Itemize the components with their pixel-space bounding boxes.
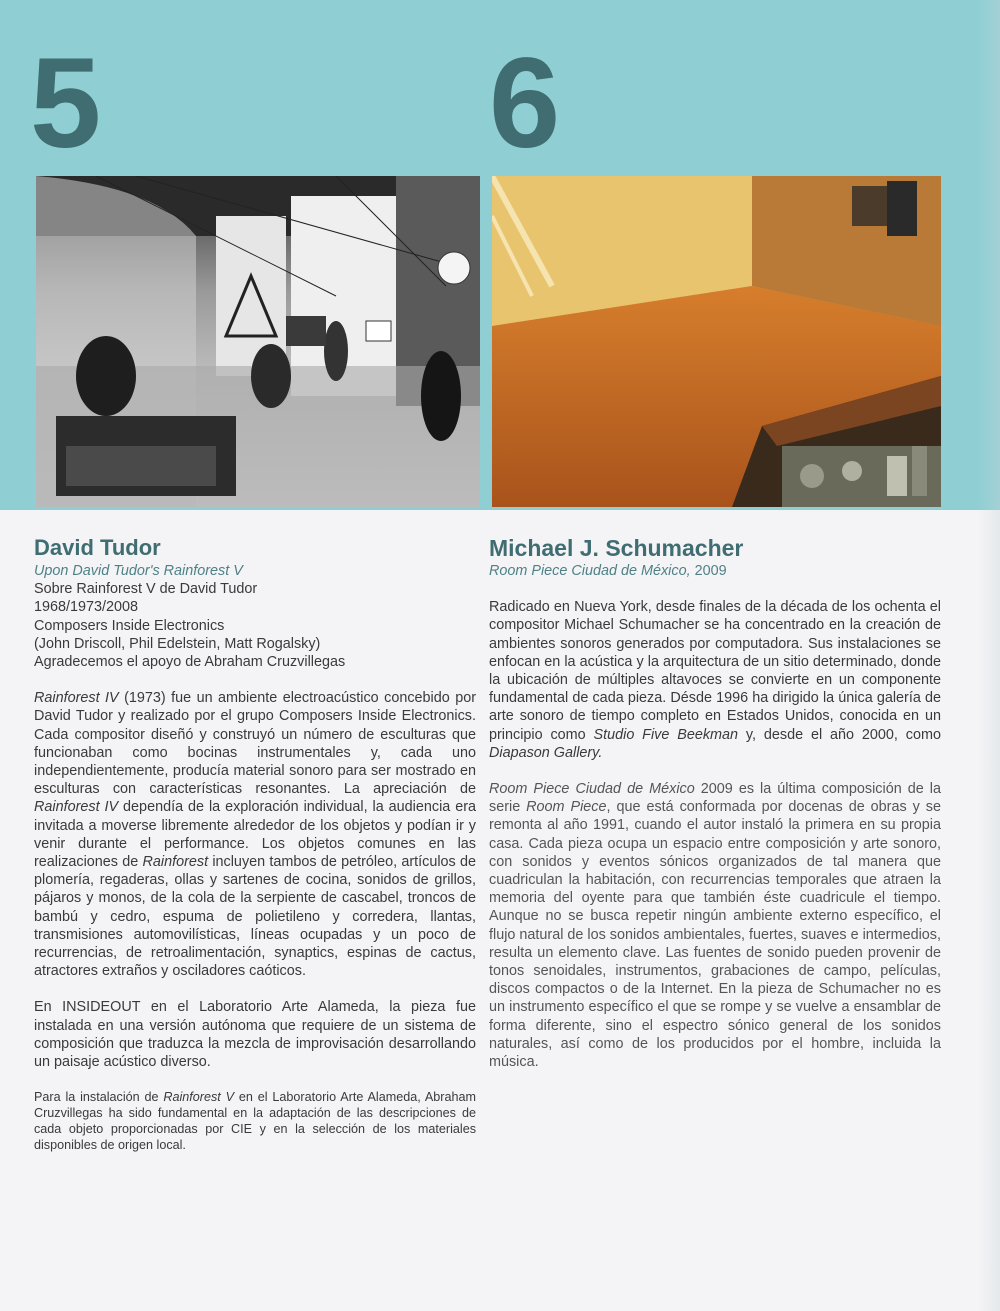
meta-line-3: Composers Inside Electronics bbox=[34, 617, 225, 634]
section-number-5: 5 bbox=[30, 32, 98, 175]
work-description-paragraph: Room Piece Ciudad de México 2009 es la última composición de la serie Room Piece, que está conformada por docenas de obras y se remonta al año 1991, cuando el autor instaló la primera en su propia casa. Cada pieza ocupa un espacio entre composición y arte sonoro, con sonidos y eventos sónicos organizados de tal manera que cuadriculan la habitación, con recurrencias temporales que atraen la memoria del oyente para que también éste cuadricule el tiempo. Aunque no se busca repetir ningún ambiente externo específico, el flujo natural de los sonidos ambientales, fuertes, suaves e intermedios, resulta un elemento clave. Las fuentes de sonido pueden provenir de tonos senoidales, instrumentos, grabaciones de campo, películas, discos compactos o de la Internet. En la pieza de Schumacher no es un instrumento específico el que se rompe y se vuelve a ensamblar de forma diferente, sino el espectro sónico general de los sonidos naturales, así como de los producidos por el hombre, incluida la música. bbox=[489, 781, 941, 1071]
work-subtitle: Upon David Tudor's Rainforest V bbox=[34, 563, 243, 579]
meta-line-2: 1968/1973/2008 bbox=[34, 599, 139, 616]
credits-note: Para la instalación de Rainforest V en el Laboratorio Arte Alameda, Abraham Cruzvillegas ha sido fundamental en la adaptación de las descripciones de cada objeto proporcionadas por CIE y en la selección de los materiales disponibles de origen local. bbox=[34, 1090, 476, 1153]
installation-paragraph: En INSIDEOUT en el Laboratorio Arte Alameda, la pieza fue instalada en una versión autónoma que requiere de un sistema de composición que traduzca la mezcla de improvisación desarrollando un paisaje acústico diverso. bbox=[34, 999, 476, 1071]
david-tudor-section bbox=[34, 536, 476, 1153]
description-paragraph: Rainforest IV (1973) fue un ambiente electroacústico concebido por David Tudor y realizado por el grupo Composers Inside Electronics. Cada compositor diseñó y construyó un número de esculturas que funcionaban como bocinas instrumentales y, cada uno independientemente, producía material sonoro para ser mostrado en esculturas con características resonantes. La apreciación de Rainforest IV dependía de la exploración individual, la audiencia era invitada a moverse libremente alrededor de los objetos y podían ir y venir durante el performance. Los objetos comunes en las realizaciones de Rainforest incluyen tambos de petróleo, artículos de plomería, regaderas, ollas y sartenes de cocina, sonidos de grillos, pájaros y monos, de la cola de la serpiente de cascabel, troncos de bambú y cedro, espuma de polietileno y corredera, llantas, transmisiones automovilísticas, líneas ocupadas y un poco de recurrencias, de retroalimentación, synaptics, espinas de cactus, atractores extraños y osciladores caóticos. bbox=[34, 690, 477, 980]
artist-name: David Tudor bbox=[34, 535, 161, 560]
meta-line-1: Sobre Rainforest V de David Tudor bbox=[34, 581, 258, 598]
meta-line-4: (John Driscoll, Phil Edelstein, Matt Rogalsky) bbox=[34, 635, 321, 652]
michael-schumacher-section bbox=[489, 536, 941, 1089]
work-subtitle: Room Piece Ciudad de México, 2009 bbox=[489, 563, 727, 579]
artist-name: Michael J. Schumacher bbox=[489, 535, 744, 561]
room-piece-photo bbox=[492, 176, 941, 507]
bio-paragraph: Radicado en Nueva York, desde finales de la década de los ochenta el compositor Michael Schumacher se ha concentrado en la creación de ambientes sonoros generados por computadora. Sus instalaciones se enfocan en la acústica y la arquitectura de un sitio determinado, donde la ubicación de múltiples altavoces se convierte en un componente fundamental de cada pieza. Désde 1996 ha dirigido la única galería de arte sonoro de tiempo completo en Estados Unidos, conocida en un principio como Studio Five Beekman y, desde el año 2000, como Diapason Gallery. bbox=[489, 599, 941, 761]
section-number-6: 6 bbox=[489, 32, 557, 175]
rainforest-performance-photo bbox=[36, 176, 480, 507]
page-edge-shadow bbox=[978, 0, 1000, 1311]
meta-line-5: Agradecemos el apoyo de Abraham Cruzvillegas bbox=[34, 654, 346, 671]
